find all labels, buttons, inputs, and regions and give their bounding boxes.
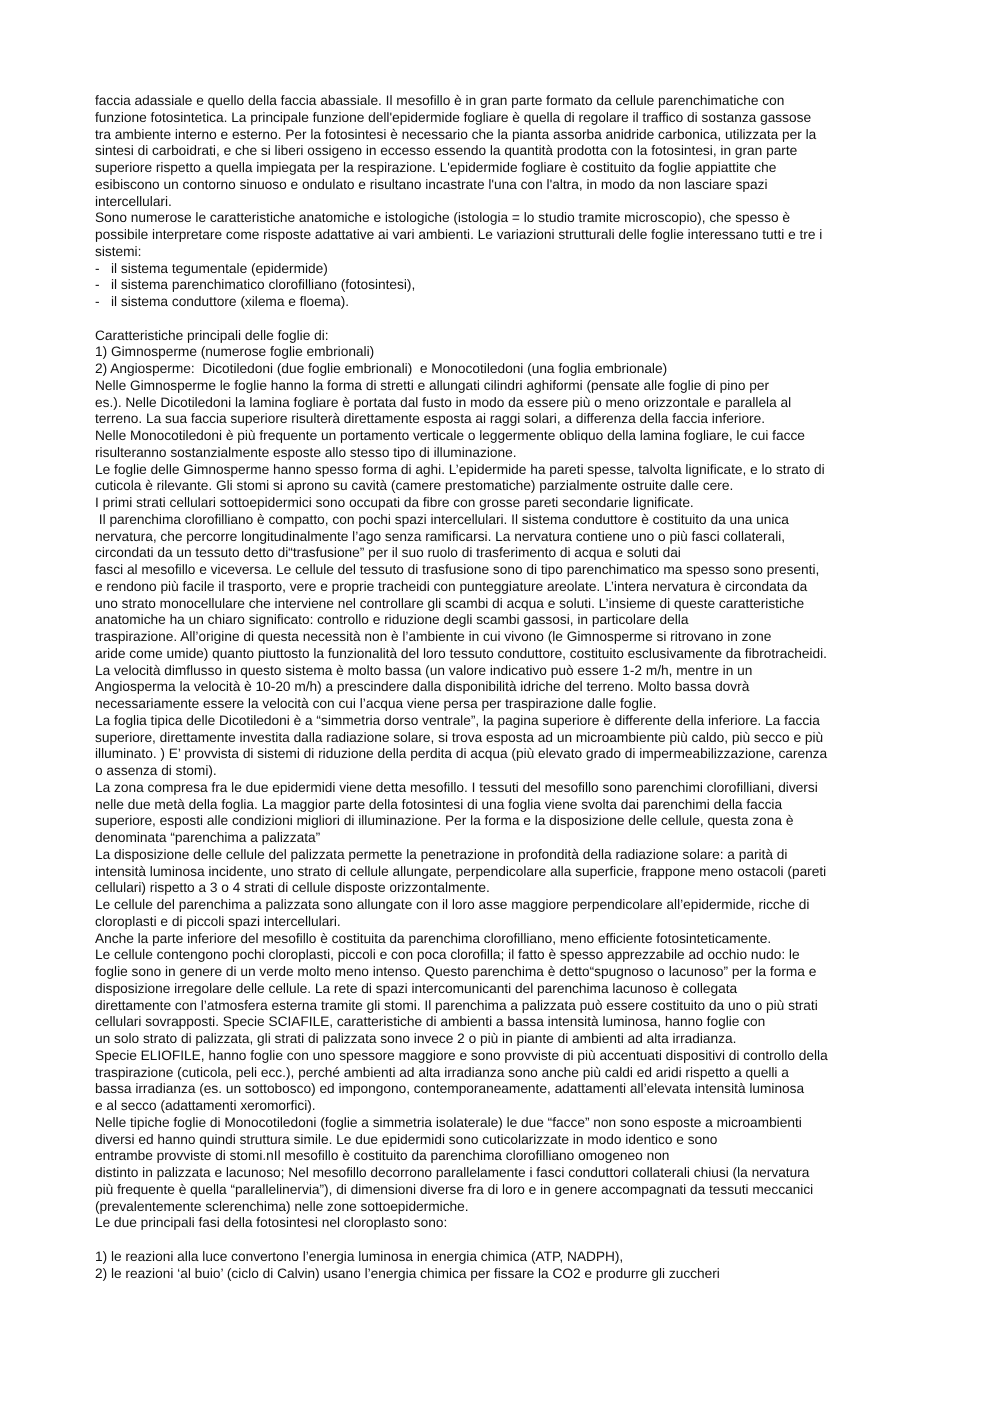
- text-line: 1) le reazioni alla luce convertono l’energia luminosa in energia chimica (ATP, NADPH),: [95, 1248, 624, 1264]
- text-line: circondati da un tessuto detto di“trasfusione” per il suo ruolo di trasferimento di acqua e soluti dai: [95, 545, 681, 561]
- text-line: Specie ELIOFILE, hanno foglie con uno spessore maggiore e sono provviste di più accentuati dispositivi di controllo della: [95, 1047, 828, 1063]
- bullet-text: il sistema parenchimatico clorofilliano (fotosintesi),: [111, 277, 416, 293]
- text-line: direttamente con l’atmosfera esterna tramite gli stomi. Il parenchima a palizzata può essere costituito da uno o più strati: [95, 997, 818, 1013]
- text-line: faccia adassiale e quello della faccia abassiale. Il mesofillo è in gran parte formato da cellule parenchimatiche con: [95, 93, 785, 108]
- text-line: nervatura, che percorre longitudinalmente l’ago senza ramificarsi. La nervatura contiene uno o più fasci collaterali,: [95, 528, 786, 544]
- text-line: più frequente è quella “parallelinervia”), di dimensioni diverse fra di loro e in genere accompagnati da tessuti meccanici: [95, 1181, 814, 1197]
- text-line: La foglia tipica delle Dicotiledoni è a “simmetria dorso ventrale”, la pagina superiore è differente della inferiore. La faccia: [95, 712, 820, 728]
- text-line: Nelle tipiche foglie di Monocotiledoni (foglie a simmetria isolaterale) le due “facce” non sono esposte a microambienti: [95, 1114, 802, 1130]
- text-line: Nelle Monocotiledoni è più frequente un portamento verticale o leggermente obliquo della lamina fogliare, le cui facce: [95, 428, 805, 443]
- dash-bullet-icon: -: [95, 277, 100, 293]
- text-line: superiore, direttamente investita dalla radiazione solare, si trova esposta ad un microambiente più caldo, più secco e più: [95, 729, 824, 745]
- text-line: bassa irradianza (es. un sottobosco) ed impongono, contemporaneamente, adattamenti all’elevata intensità luminosa: [95, 1081, 805, 1097]
- text-line: La velocità dimflusso in questo sistema è molto bassa (un valore indicativo può essere 1-2 m/h, mentre in un: [95, 662, 753, 678]
- text-line: intensità luminosa incidente, uno strato di cellule allungate, perpendicolare alla superficie, frappone meno ostacoli (pareti: [95, 863, 827, 879]
- text-line: o assenza di stomi).: [95, 763, 217, 778]
- text-line: anatomiche ha un chiaro significato: controllo e riduzione degli scambi gassosi, in particolare della: [95, 612, 689, 628]
- text-line: foglie sono in genere di un verde molto meno intenso. Questo parenchima è detto“spugnoso o lacunoso” per la forma e: [95, 964, 817, 979]
- text-line: diversi ed hanno quindi struttura simile. Le due epidermidi sono cuticolarizzate in modo identico e sono: [95, 1131, 718, 1147]
- text-line: risulteranno sostanzialmente esposte allo stesso tipo di illuminazione.: [95, 444, 517, 460]
- text-line: Caratteristiche principali delle foglie di:: [95, 327, 329, 343]
- text-line: un solo strato di palizzata, gli strati di palizzata sono invece 2 o più in piante di ambienti ad alta irradianza.: [95, 1031, 737, 1046]
- text-line: cloroplasti e di piccoli spazi intercellulari.: [95, 913, 341, 929]
- text-line: La zona compresa fra le due epidermidi viene detta mesofillo. I tessuti del mesofillo sono parenchimi clorofilliani, diversi: [95, 779, 818, 795]
- text-line: Sono numerose le caratteristiche anatomiche e istologiche (istologia = lo studio tramite microscopio), che spesso è: [95, 210, 790, 226]
- text-line: es.). Nelle Dicotiledoni la lamina fogliare è portata dal fusto in modo da essere più o meno orizzontale e parallela al: [95, 394, 792, 410]
- text-line: 2) Angiosperme: Dicotiledoni (due foglie embrionali) e Monocotiledoni (una foglia embrionale): [95, 361, 668, 376]
- text-line: Nelle Gimnosperme le foglie hanno la forma di stretti e allungati cilindri aghiformi (pensate alle foglie di pino per: [95, 377, 770, 393]
- bullet-item: [95, 294, 925, 311]
- dash-bullet-icon: -: [95, 294, 100, 309]
- text-line: disposizione irregolare delle cellule. La rete di spazi intercomunicanti del parenchima lacunoso è collegata: [95, 980, 738, 996]
- text-line: tra ambiente interno e esterno. Per la fotosintesi è necessario che la pianta assorba anidride carbonica, utilizzata per la: [95, 126, 817, 142]
- blank-line: [95, 1232, 925, 1249]
- blank-line: [95, 311, 925, 328]
- text-line: nelle due metà della foglia. La maggior parte della fotosintesi di una foglia viene svolta dai parenchimi della faccia: [95, 796, 783, 812]
- text-line: La disposizione delle cellule del palizzata permette la penetrazione in profondità della radiazione solare: a parità di: [95, 846, 788, 862]
- text-line: distinto in palizzata e lacunoso; Nel mesofillo decorrono parallelamente i fasci conduttori collaterali chiusi (la nervatura: [95, 1165, 810, 1180]
- text-line: fasci al mesofillo e viceversa. Le cellule del tessuto di trasfusione sono di tipo parenchimatico ma spesso sono presenti,: [95, 562, 820, 577]
- document-page: [95, 93, 925, 1282]
- bullet-item: [95, 277, 925, 294]
- text-line: esibiscono un contorno sinuoso e ondulato e risultano incastrate l'una con l'altra, in modo da non lasciare spazi: [95, 176, 768, 192]
- text-line: I primi strati cellulari sottoepidermici sono occupati da fibre con grosse pareti secondarie lignificate.: [95, 495, 694, 510]
- text-line: aride come umide) quanto piuttosto la funzionalità del loro tessuto conduttore, costituito esclusivamente da fibrotracheidi.: [95, 645, 827, 661]
- text-line: possibile interpretare come risposte adattative ai vari ambienti. Le variazioni strutturali delle foglie interessano tutti e tre i: [95, 227, 823, 242]
- text-line: traspirazione. All’origine di questa necessità non è l’ambiente in cui vivono (le Gimnosperme si ritrovano in zone: [95, 629, 772, 644]
- text-line: e rendono più facile il trasporto, vere e proprie tracheidi con punteggiature areolate. L’intera nervatura è circondata da: [95, 578, 808, 594]
- text-line: Le due principali fasi della fotosintesi nel cloroplasto sono:: [95, 1215, 448, 1231]
- text-line: (prevalentemente sclerenchima) nelle zone sottoepidermiche.: [95, 1198, 469, 1214]
- dash-bullet-icon: -: [95, 260, 100, 276]
- text-line: Le foglie delle Gimnosperme hanno spesso forma di aghi. L’epidermide ha pareti spesse, talvolta lignificate, e lo strato di: [95, 461, 825, 477]
- text-line: Angiosperma la velocità è 10-20 m/h) a prescindere dalla disponibilità idriche del terreno. Molto bassa dovrà: [95, 679, 750, 695]
- text-line: cuticola è rilevante. Gli stomi si aprono su cavità (camere prestomatiche) parzialmente ostruite dalle cere.: [95, 478, 734, 494]
- text-line: superiore rispetto a quella impiegata per la respirazione. L'epidermide fogliare è costituito da foglie appiattite che: [95, 160, 777, 175]
- bullet-text: il sistema tegumentale (epidermide): [111, 260, 328, 276]
- text-line: 2) le reazioni ‘al buio’ (ciclo di Calvin) usano l’energia chimica per fissare la CO2 e produrre gli zuccheri: [95, 1265, 720, 1281]
- text-line: cellulari) rispetto a 3 o 4 strati di cellule disposte orizzontalmente.: [95, 880, 490, 896]
- text-line: necessariamente essere la velocità con cui l’acqua viene persa per traspirazione dalle foglie.: [95, 696, 657, 711]
- text-line: denominata “parenchima a palizzata”: [95, 830, 321, 845]
- text-line: sistemi:: [95, 243, 142, 259]
- text-line: traspirazione (cuticola, peli ecc.), perché ambienti ad alta irradianza sono anche più caldi ed aridi rispetto a quelli a: [95, 1064, 789, 1080]
- text-line: uno strato monocellulare che interviene nel controllare gli scambi di acqua e soluti. L’insieme di queste caratteristiche: [95, 595, 805, 611]
- text-line: e al secco (adattamenti xeromorfici).: [95, 1098, 316, 1113]
- text-line: Il parenchima clorofilliano è compatto, con pochi spazi intercellulari. Il sistema conduttore è costituito da una unica: [95, 511, 789, 527]
- text-line: intercellulari.: [95, 193, 172, 209]
- text-line: Anche la parte inferiore del mesofillo è costituita da parenchima clorofilliano, meno efficiente fotosinteticamente.: [95, 930, 772, 946]
- text-line: Le cellule del parenchima a palizzata sono allungate con il loro asse maggiore perpendicolare all’epidermide, ricche di: [95, 897, 810, 912]
- bullet-item: [95, 261, 925, 278]
- bullet-text: il sistema conduttore (xilema e floema).: [111, 294, 350, 309]
- text-line: cellulari sovrapposti. Specie SCIAFILE, caratteristiche di ambienti a bassa intensità luminosa, hanno foglie con: [95, 1014, 766, 1030]
- text-line: 1) Gimnosperme (numerose foglie embrionali): [95, 344, 375, 360]
- text-line: sintesi di carboidrati, e che si liberi ossigeno in eccesso essendo la quantità prodotta con la fotosintesi, in gran parte: [95, 143, 798, 159]
- text-line: Le cellule contengono pochi cloroplasti, piccoli e con poca clorofilla; il fatto è spesso apprezzabile ad occhio nudo: le: [95, 947, 800, 963]
- text-line: illuminato. ) E’ provvista di sistemi di riduzione della perdita di acqua (più elevato grado di impermeabilizzazione, carenza: [95, 746, 828, 762]
- text-line: terreno. La sua faccia superiore risulterà direttamente esposta ai raggi solari, a differenza della faccia inferiore.: [95, 411, 766, 427]
- text-line: funzione fotosintetica. La principale funzione dell'epidermide fogliare è quella di regolare il traffico di sostanza gassose: [95, 109, 812, 125]
- text-line: superiore, esposti alle condizioni migliori di illuminazione. Per la forma e la disposizione delle cellule, questa zona è: [95, 813, 794, 829]
- text-line: entrambe provviste di stomi.nIl mesofillo è costituito da parenchima clorofilliano omogeneo non: [95, 1148, 670, 1164]
